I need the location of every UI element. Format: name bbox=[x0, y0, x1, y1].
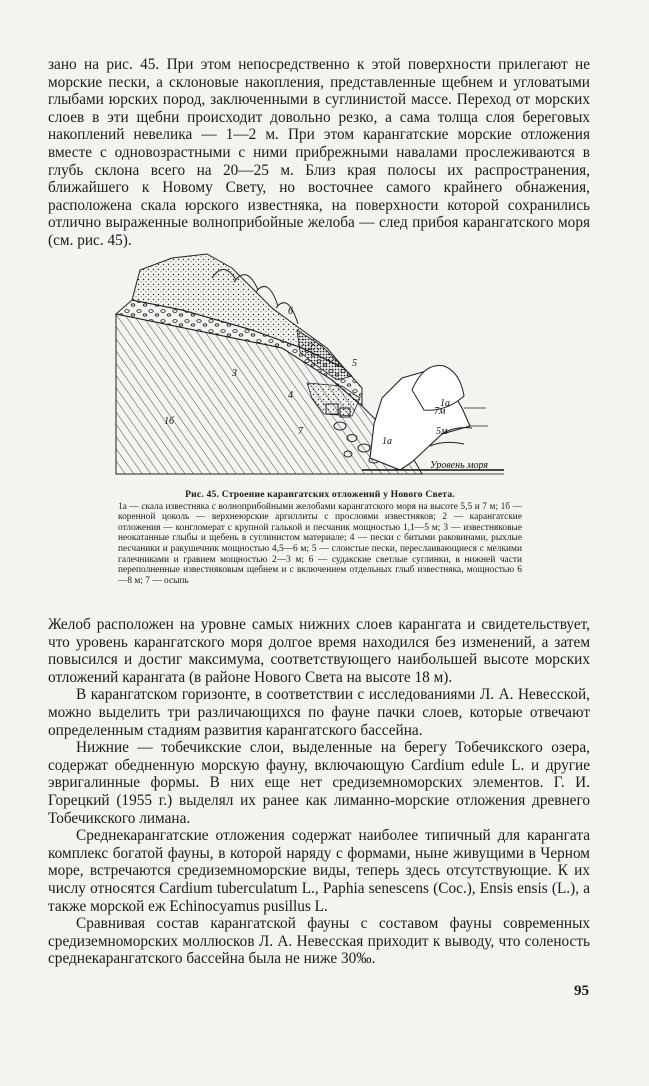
label-1b: 1б bbox=[164, 416, 175, 427]
label-3: 3 bbox=[232, 368, 237, 379]
paragraph-salinity: Сравнивая состав карангатской фауны с составом фауны современных средиземноморских моллюсков Л. А. Невесская приходит к выводу, что соленость среднекарангатского бассейна была не ниже 30‰. bbox=[48, 915, 590, 968]
paragraph-middle-layers: Среднекарангатские отложения содержат наиболее типичный для карангата комплекс богатой фауны, в которой наряду с формами, ныне живущими в Черном море, встречаются средиземноморские виды, теперь здесь отсутствующие. К их числу относятся Cardium tuberculatum L., Paphia senescens (Coc.), Ensis ensis (L.), а также морской еж Echinocyamus pusillus L. bbox=[48, 827, 590, 915]
paragraph-horizon: В карангатском горизонте, в соответствии с исследованиями Л. А. Невесской, можно выделить три различающихся по фауне пачки слоев, которые отвечают определенным стадиям развития карангатского бассейна. bbox=[48, 686, 590, 739]
label-2: 2 bbox=[308, 342, 313, 353]
label-1a: 1а bbox=[440, 398, 450, 409]
top-paragraph bbox=[48, 56, 590, 250]
paragraph-continuation: зано на рис. 45. При этом непосредственно к этой поверхности прилегают не морские пески, а склоновые накопления, представленные щебнем и угловатыми глыбами юрских пород, заключенными в суглинистой массе. Переход от морских слоев в эти щебни происходит довольно резко, а сама толща слоя береговых накоплений невелика — 1—2 м. При этом карангатские морские отложения вместе с одновозрастными с ними прибрежными навалами прослеживаются в глубь склона всего на 20—25 м. Близ края полосы их распространения, ближайшего к Новому Свету, но восточнее самого крайнего обнажения, расположена скала юрского известняка, на поверхности которой сохранились отлично выраженные волноприбойные желоба — след прибоя карангатского моря (см. рис. 45). bbox=[48, 56, 590, 249]
page-number: 95 bbox=[574, 983, 589, 999]
caption-legend: 1а — скала известняка с волноприбойными желобами карангатского моря на высоте 5,5 и 7 м; 1б — коренной цоколь — верхнеюрские аргиллиты с прослоями известняков; 2 — карангатские отложения — конгломерат с крупной галькой и песчаник мощностью 1,1—5 м; 3 — известняковые неокатанные глыбы и щебень в суглинистом материале; 4 — пески с битыми раковинами, рыхлые песчаники и ракушечник мощностью 4,5—6 м; 5 — слоистые пески, переслаивающиеся с мелкими галечниками и гравием мощностью 2—3 м; 6 — судакские светлые суглинки, в нижней части переполненные известняковым щебнем и с включением отдельных глыб известняка, мощностью 6—8 м; 7 — осыпь bbox=[118, 501, 522, 586]
label-7: 7 bbox=[298, 426, 303, 437]
caption-title: Рис. 45. Строение карангатских отложений у Нового Света. bbox=[185, 489, 455, 500]
label-6: 6 bbox=[288, 306, 293, 317]
label-1a-lower: 1а bbox=[382, 436, 392, 447]
paragraph-notch: Желоб расположен на уровне самых нижних слоев карангата и свидетельствует, что уровень карангатского моря долгое время находился без изменений, а затем повысился и достиг максимума, соответствующего наибольшей высоте морских отложений карангата (в районе Нового Света на высоте 18 м). bbox=[48, 616, 590, 686]
body-text bbox=[48, 616, 590, 968]
label-5m: 5м bbox=[436, 426, 448, 437]
label-sea-level: Уровень моря bbox=[430, 460, 489, 471]
figure-caption bbox=[118, 490, 522, 586]
label-4: 4 bbox=[288, 390, 293, 401]
label-5: 5 bbox=[352, 358, 357, 369]
label-7m: 7м bbox=[434, 406, 446, 417]
paragraph-lower-layers: Нижние — тобечикские слои, выделенные на берегу Тобечикского озера, содержат обедненную морскую фауну, включающую Cardium edule L. и другие эвригалинные формы. В них еще нет средиземноморских элементов. Г. И. Горецкий (1955 г.) выделял их ранее как лиманно-морские отложения древнего Тобечикского лимана. bbox=[48, 739, 590, 827]
geological-section-figure bbox=[112, 248, 522, 486]
